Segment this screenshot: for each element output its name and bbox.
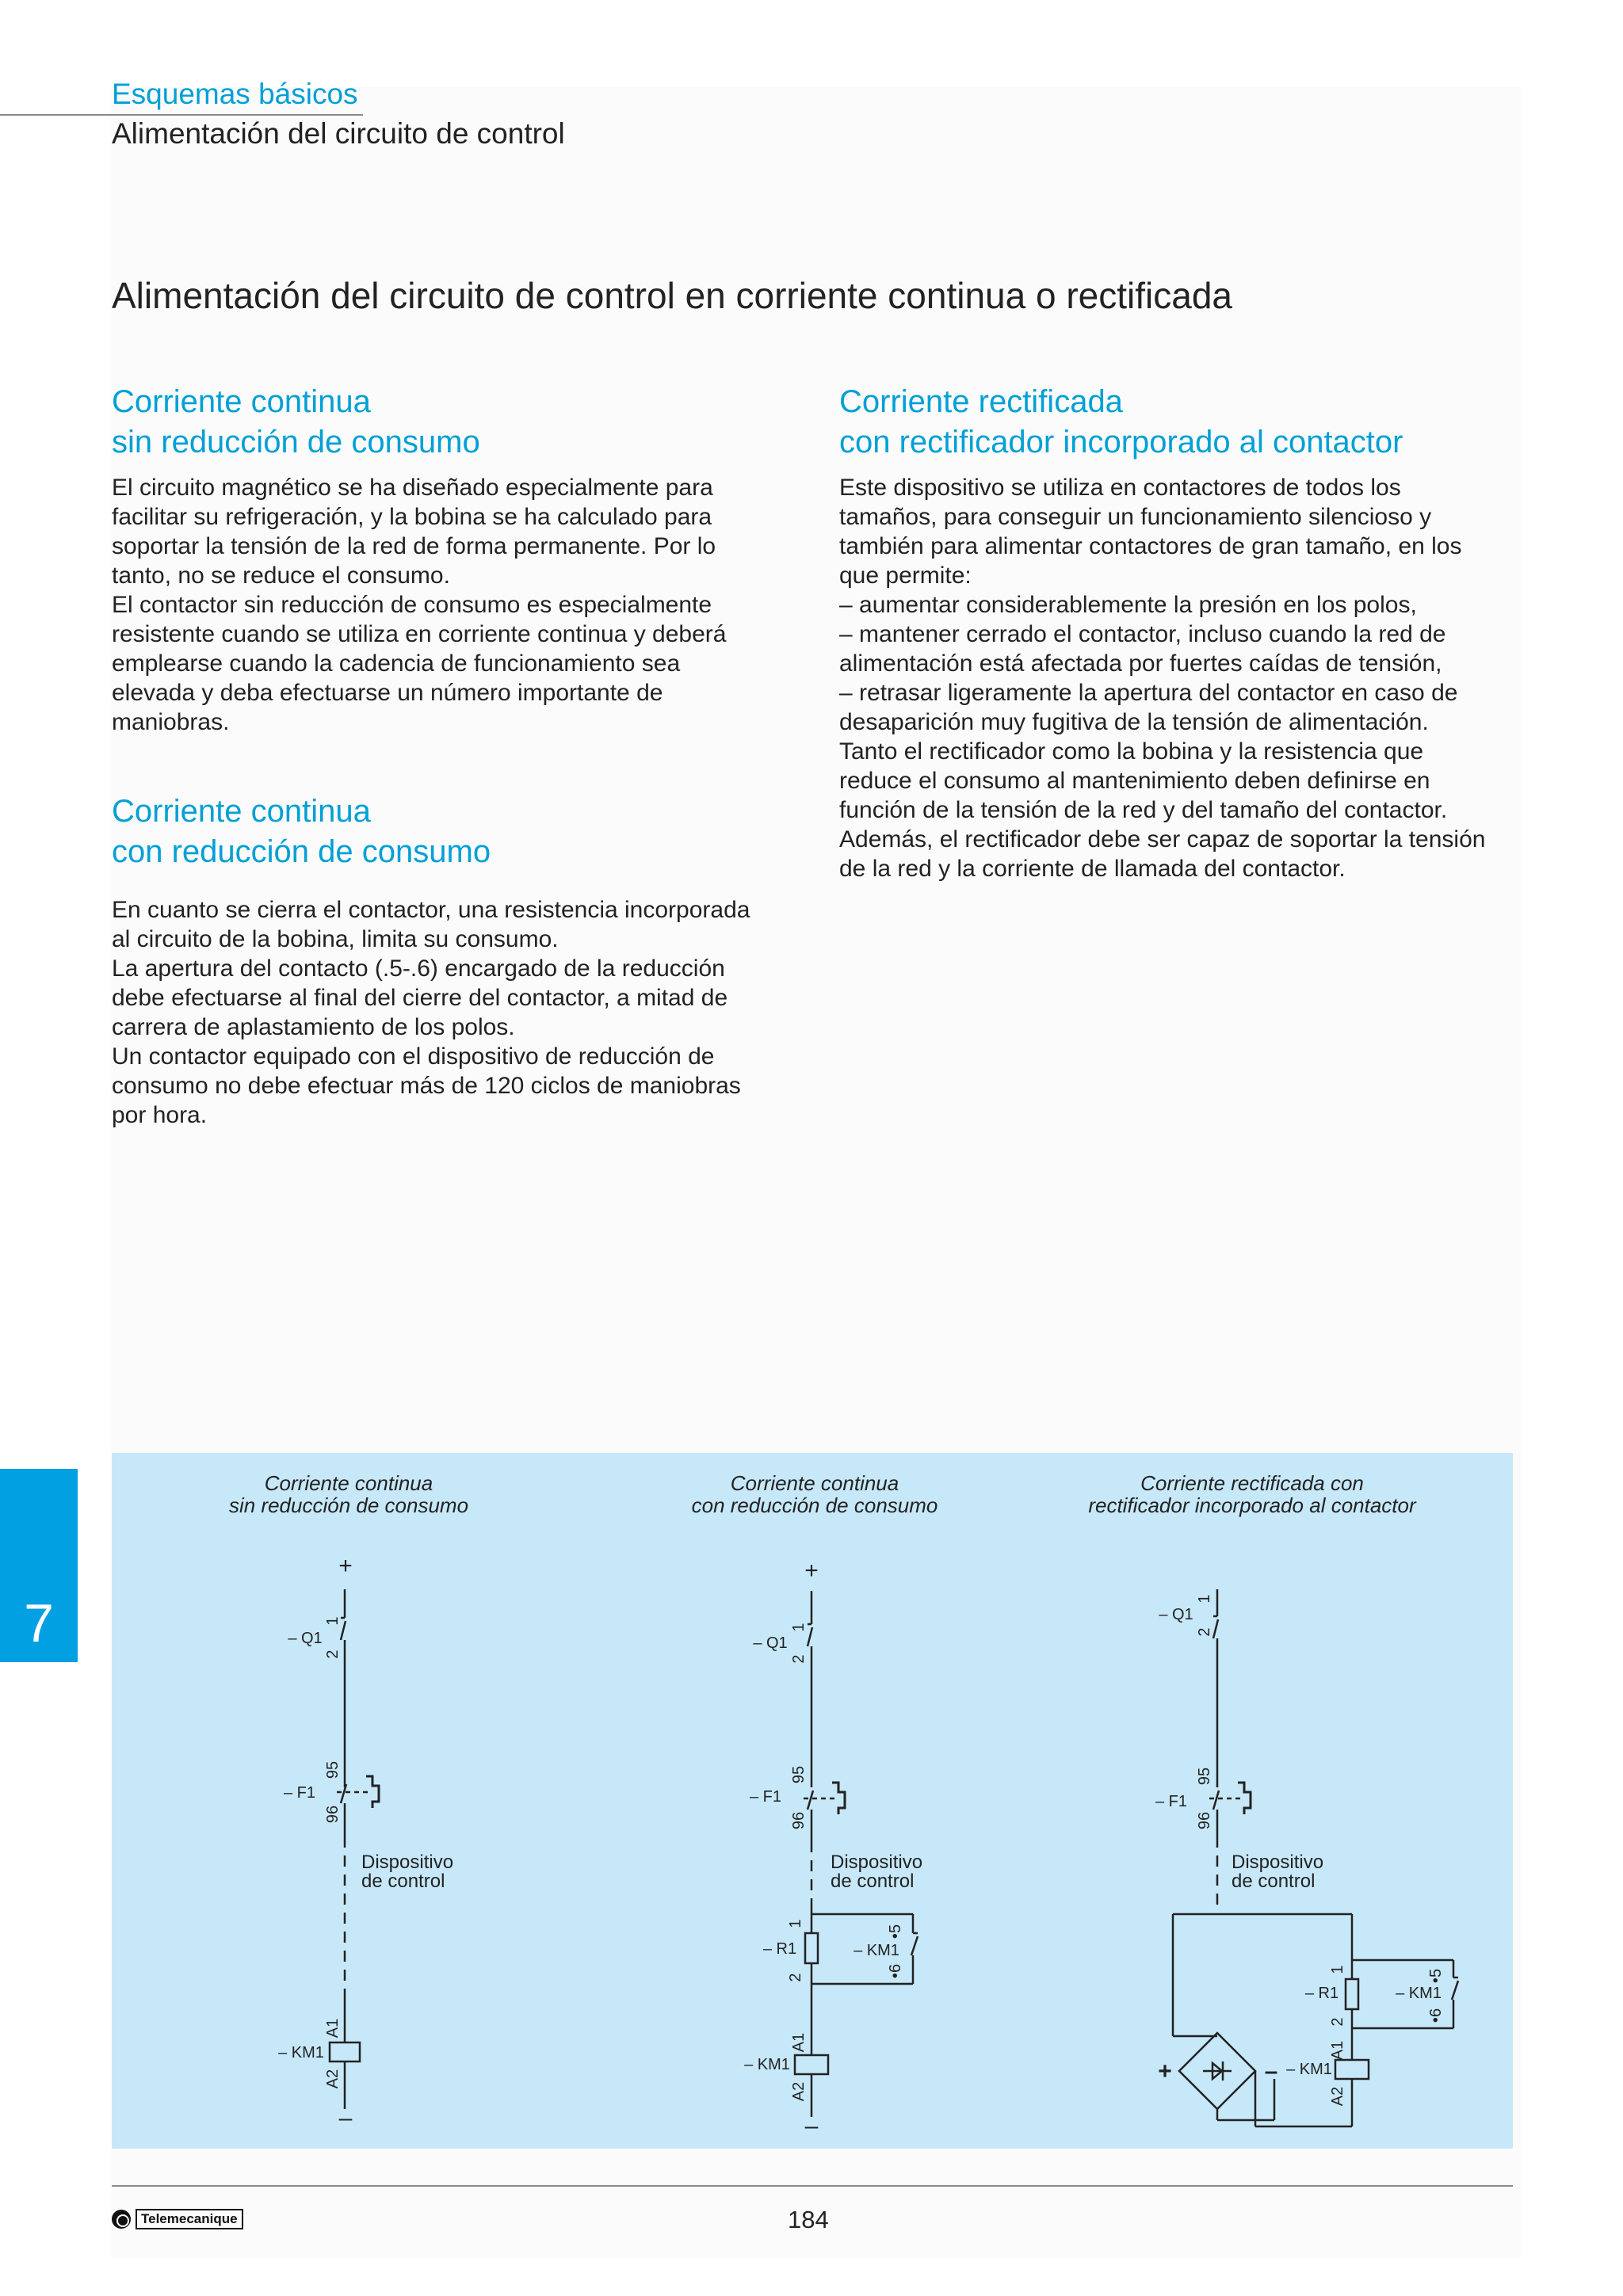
coil-km1 bbox=[1335, 2060, 1369, 2079]
diagram-title-line: Corriente continua bbox=[730, 1471, 899, 1495]
thermal-relay-symbol bbox=[366, 1776, 379, 1808]
text-line: En cuanto se cierra el contactor, una resistencia incorporada bbox=[112, 897, 750, 923]
text-line: debe efectuarse al final del cierre del contactor, a mitad de bbox=[112, 985, 728, 1011]
text-line: El contactor sin reducción de consumo es especialmente bbox=[112, 592, 712, 618]
text-line: – retrasar ligeramente la apertura del contactor en caso de bbox=[839, 680, 1458, 706]
text-line: maniobras. bbox=[112, 709, 230, 735]
terminal-a2: A2 bbox=[1329, 2086, 1346, 2107]
terminal-96: 96 bbox=[324, 1805, 342, 1824]
section-title-line: Corriente continua bbox=[112, 794, 371, 829]
schematic-dc-with-reduction bbox=[744, 1558, 928, 2139]
minus-terminal: – bbox=[804, 2113, 819, 2139]
terminal-95: 95 bbox=[324, 1760, 342, 1779]
terminal-6: •6 bbox=[1427, 2008, 1445, 2023]
control-device-label bbox=[361, 1852, 459, 1892]
brand-logo bbox=[112, 2209, 243, 2229]
plus-terminal: + bbox=[338, 1553, 353, 1579]
resistor-r1 bbox=[1346, 1979, 1358, 2009]
text-line: La apertura del contacto (.5-.6) encargado de la reducción bbox=[112, 955, 725, 982]
terminal-2: 2 bbox=[790, 1654, 808, 1664]
label-f1: – F1 bbox=[1155, 1793, 1188, 1810]
text-line: – mantener cerrado el contactor, incluso cuando la red de bbox=[839, 621, 1446, 647]
page-number: 184 bbox=[788, 2206, 829, 2233]
header-subtitle: Alimentación del circuito de control bbox=[112, 117, 565, 150]
coil-km1 bbox=[330, 2042, 360, 2061]
text-line: Un contactor equipado con el dispositivo de reducción de bbox=[112, 1043, 715, 1070]
label-km1: – KM1 bbox=[278, 2044, 324, 2061]
label-r1: – R1 bbox=[1304, 1985, 1339, 2002]
text-line: que permite: bbox=[839, 563, 972, 589]
terminal-2: 2 bbox=[1196, 1627, 1213, 1637]
terminal-2: 2 bbox=[324, 1650, 342, 1659]
text-line: reduce el consumo al mantenimiento deben definirse en bbox=[839, 768, 1430, 794]
control-device-label bbox=[831, 1852, 928, 1892]
terminal-r1-2: 2 bbox=[1329, 2017, 1346, 2027]
terminal-r1-1: 1 bbox=[1329, 1965, 1346, 1974]
text-line: emplearse cuando la cadencia de funcionamiento sea bbox=[112, 650, 681, 677]
switch-blade bbox=[1213, 1619, 1218, 1638]
text-line: – aumentar considerablemente la presión en los polos, bbox=[839, 592, 1417, 618]
label-q1: – Q1 bbox=[288, 1630, 323, 1647]
brand-name: Telemecanique bbox=[136, 2209, 243, 2229]
text-line: al circuito de la bobina, limita su consumo. bbox=[112, 926, 559, 952]
section-title-line: con reducción de consumo bbox=[112, 834, 491, 869]
terminal-95: 95 bbox=[790, 1765, 808, 1784]
section-title-line: Corriente continua bbox=[112, 384, 371, 419]
control-device-line-2: de control bbox=[831, 1871, 915, 1892]
text-line: Además, el rectificador debe ser capaz de soportar la tensión bbox=[839, 826, 1486, 852]
control-device-label bbox=[1232, 1852, 1329, 1892]
text-line: consumo no debe efectuar más de 120 ciclos de maniobras bbox=[112, 1073, 741, 1099]
text-line: también para alimentar contactores de gran tamaño, en los bbox=[839, 533, 1462, 559]
text-line: carrera de aplastamiento de los polos. bbox=[112, 1014, 515, 1040]
terminal-95: 95 bbox=[1196, 1767, 1213, 1786]
label-km1: – KM1 bbox=[744, 2056, 790, 2073]
plus-terminal: + bbox=[1158, 2058, 1172, 2084]
coil-km1 bbox=[795, 2055, 828, 2074]
diagram-title-line: Corriente rectificada con bbox=[1140, 1471, 1364, 1495]
text-line: función de la tensión de la red y del tamaño del contactor. bbox=[839, 797, 1448, 823]
header-category: Esquemas básicos bbox=[112, 78, 358, 110]
section-title-line: Corriente rectificada bbox=[839, 384, 1123, 419]
control-device-line-2: de control bbox=[1232, 1871, 1316, 1892]
control-device-line-1: Dispositivo bbox=[361, 1852, 454, 1873]
control-device-line-2: de control bbox=[361, 1871, 445, 1892]
plus-terminal: + bbox=[804, 1558, 819, 1584]
text-line: alimentación está afectada por fuertes caídas de tensión, bbox=[839, 650, 1442, 677]
terminal-1: 1 bbox=[790, 1623, 808, 1632]
terminal-1: 1 bbox=[324, 1616, 342, 1626]
thermal-contact bbox=[1213, 1791, 1219, 1810]
text-line: desaparición muy fugitiva de la tensión de alimentación. bbox=[839, 709, 1429, 735]
minus-terminal: – bbox=[338, 2105, 353, 2131]
text-line: resistente cuando se utiliza en corriente continua y deberá bbox=[112, 621, 727, 647]
schematic-rectified bbox=[1155, 1589, 1458, 2126]
label-f1: – F1 bbox=[749, 1788, 782, 1806]
text-line: Tanto el rectificador como la bobina y la resistencia que bbox=[839, 738, 1424, 765]
minus-terminal: – bbox=[1264, 2058, 1278, 2084]
diagram-title-line: sin reducción de consumo bbox=[228, 1493, 469, 1517]
section-title-line: sin reducción de consumo bbox=[112, 425, 480, 460]
chapter-number: 7 bbox=[24, 1593, 54, 1653]
thermal-contact bbox=[341, 1784, 346, 1803]
switch-blade bbox=[808, 1627, 812, 1646]
resistor-r1 bbox=[805, 1933, 818, 1963]
terminal-r1-1: 1 bbox=[787, 1919, 804, 1928]
terminal-96: 96 bbox=[790, 1811, 808, 1830]
thermal-contact bbox=[808, 1791, 813, 1810]
text-line: El circuito magnético se ha diseñado especialmente para bbox=[112, 475, 713, 501]
control-device-line-1: Dispositivo bbox=[1232, 1852, 1324, 1873]
section-title-line: con rectificador incorporado al contactor bbox=[839, 425, 1403, 460]
label-f1: – F1 bbox=[283, 1784, 316, 1802]
terminal-a1: A1 bbox=[324, 2018, 342, 2039]
terminal-5: •5 bbox=[1427, 1968, 1445, 1984]
diagram-title-line: Corriente continua bbox=[264, 1471, 433, 1495]
text-line: facilitar su refrigeración, y la bobina se ha calculado para bbox=[112, 504, 712, 530]
label-q1: – Q1 bbox=[1159, 1606, 1193, 1623]
label-q1: – Q1 bbox=[753, 1634, 788, 1652]
text-line: de la red y la corriente de llamada del contactor. bbox=[839, 856, 1346, 882]
label-km1-contact: – KM1 bbox=[854, 1942, 899, 1959]
text-line: soportar la tensión de la red de forma permanente. Por lo bbox=[112, 533, 716, 559]
diagram-title-line: rectificador incorporado al contactor bbox=[1088, 1493, 1416, 1517]
terminal-r1-2: 2 bbox=[787, 1973, 804, 1982]
text-line: tamaños, para conseguir un funcionamiento silencioso y bbox=[839, 504, 1432, 530]
terminal-a1: A1 bbox=[790, 2032, 808, 2053]
footer-rule bbox=[112, 2185, 1513, 2187]
diagram-title-line: con reducción de consumo bbox=[691, 1493, 938, 1517]
terminal-a1: A1 bbox=[1329, 2040, 1346, 2061]
label-km1: – KM1 bbox=[1286, 2061, 1332, 2078]
terminal-6: •6 bbox=[887, 1963, 904, 1979]
text-line: Este dispositivo se utiliza en contactores de todos los bbox=[839, 475, 1401, 501]
contact-km1 bbox=[911, 1936, 918, 1955]
terminal-1: 1 bbox=[1196, 1594, 1213, 1604]
page-title: Alimentación del circuito de control en corriente continua o rectificada bbox=[112, 275, 1232, 316]
terminal-5: •5 bbox=[887, 1924, 904, 1939]
text-line: tanto, no se reduce el consumo. bbox=[112, 563, 450, 589]
text-line: por hora. bbox=[112, 1102, 208, 1128]
control-device-line-1: Dispositivo bbox=[831, 1852, 923, 1873]
schematic-dc-no-reduction bbox=[278, 1553, 459, 2131]
label-km1-contact: – KM1 bbox=[1396, 1985, 1442, 2002]
terminal-96: 96 bbox=[1196, 1811, 1213, 1830]
label-r1: – R1 bbox=[762, 1940, 797, 1958]
brand-mark-icon bbox=[112, 2210, 131, 2229]
terminal-a2: A2 bbox=[324, 2069, 342, 2089]
terminal-a2: A2 bbox=[790, 2081, 808, 2102]
text-line: elevada y deba efectuarse un número importante de bbox=[112, 680, 663, 706]
contact-km1 bbox=[1452, 1981, 1458, 2000]
